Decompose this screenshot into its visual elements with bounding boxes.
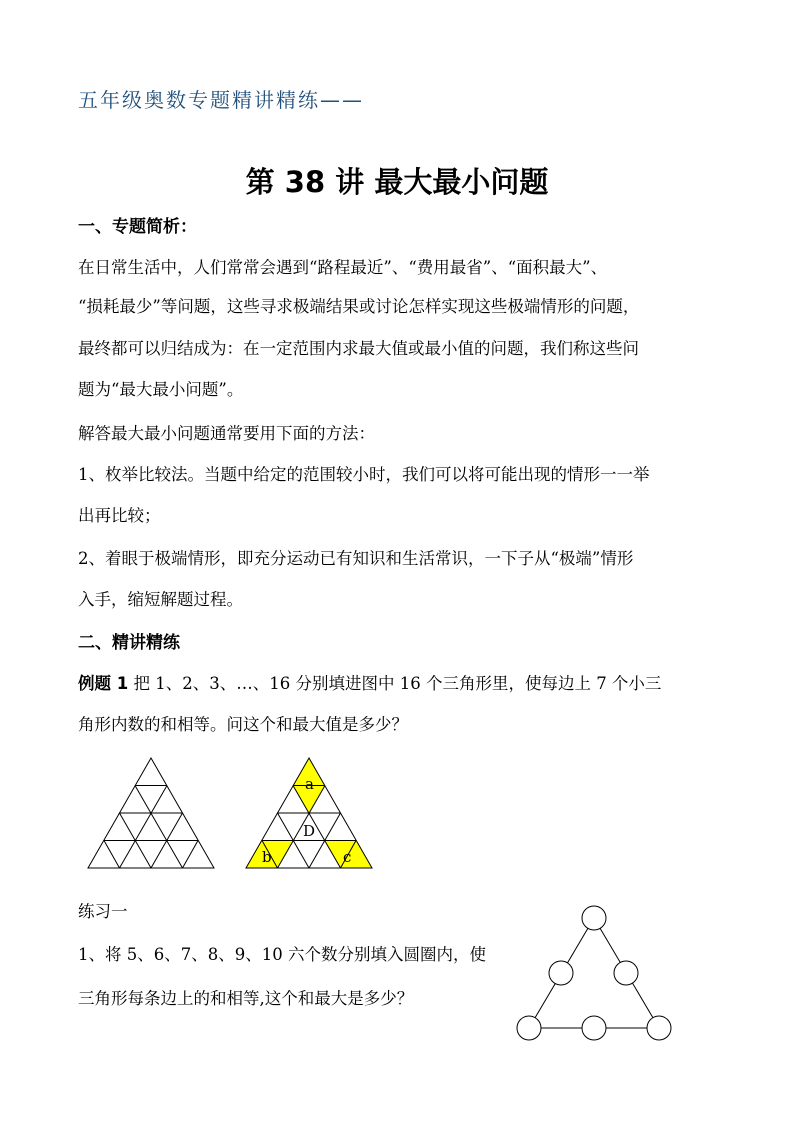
grid-line [104, 841, 120, 869]
methods-intro: 解答最大最小问题通常要用下面的方法： [78, 424, 375, 443]
circle-bottom-left [517, 1016, 541, 1040]
lecture-title: 第 38 讲 最大最小问题 [245, 165, 549, 199]
example1-line-2: 角形内数的和相等。问这个和最大值是多少？ [78, 715, 408, 734]
practice1-line-2: 三角形每条边上的和相等,这个和最大是多少？ [78, 989, 414, 1008]
circle-mid-right [614, 961, 638, 985]
circle-bottom-mid [582, 1016, 606, 1040]
intro-line-1: 在日常生活中，人们常常会遇到“路程最近”、“费用最省”、“面积最大”、 [78, 258, 608, 277]
label-b: b [262, 848, 272, 866]
triangle-grid-figure [87, 756, 217, 871]
example1-text-1: 把 1、2、3、…、16 分别填进图中 16 个三角形里，使每边上 7 个小三 [128, 674, 662, 693]
practice1-label: 练习一 [78, 902, 128, 921]
circle-bottom-right [647, 1016, 671, 1040]
practice1-line-1: 1、将 5、6、7、8、9、10 六个数分别填入圆圈内，使 [78, 945, 486, 964]
intro-line-4: 题为“最大最小问题”。 [78, 380, 244, 399]
example1-label: 例题 1 [78, 674, 129, 693]
method1-line-1: 1、枚举比较法。当题中给定的范围较小时，我们可以将可能出现的情形一一举 [78, 465, 650, 484]
circle-mid-left [549, 961, 573, 985]
method2-line-1: 2、着眼于极端情形，即充分运动已有知识和生活常识，一下子从“极端”情形 [78, 549, 634, 568]
section-heading-analysis: 一、专题简析： [78, 217, 197, 237]
label-d: D [303, 822, 316, 840]
grid-line [135, 786, 183, 869]
triangle-highlight-figure [245, 756, 375, 871]
circle-triangle-figure [514, 903, 674, 1043]
example1-line-1 [78, 670, 661, 694]
grid-line [120, 786, 168, 869]
grid-line [183, 841, 199, 869]
intro-line-3: 最终都可以归结成为：在一定范围内求最大值或最小值的问题，我们称这些问 [78, 339, 639, 358]
label-a: a [305, 775, 314, 793]
circle-top [582, 906, 606, 930]
intro-line-2: “损耗最少”等问题，这些寻求极端结果或讨论怎样实现这些极端情形的问题， [78, 297, 640, 316]
method2-line-2: 入手，缩短解题过程。 [78, 590, 243, 609]
series-title: 五年级奥数专题精讲精练—— [78, 88, 364, 112]
method1-line-2: 出再比较； [78, 506, 161, 525]
section-heading-practice: 二、精讲精练 [78, 633, 180, 653]
label-c: c [343, 848, 352, 866]
